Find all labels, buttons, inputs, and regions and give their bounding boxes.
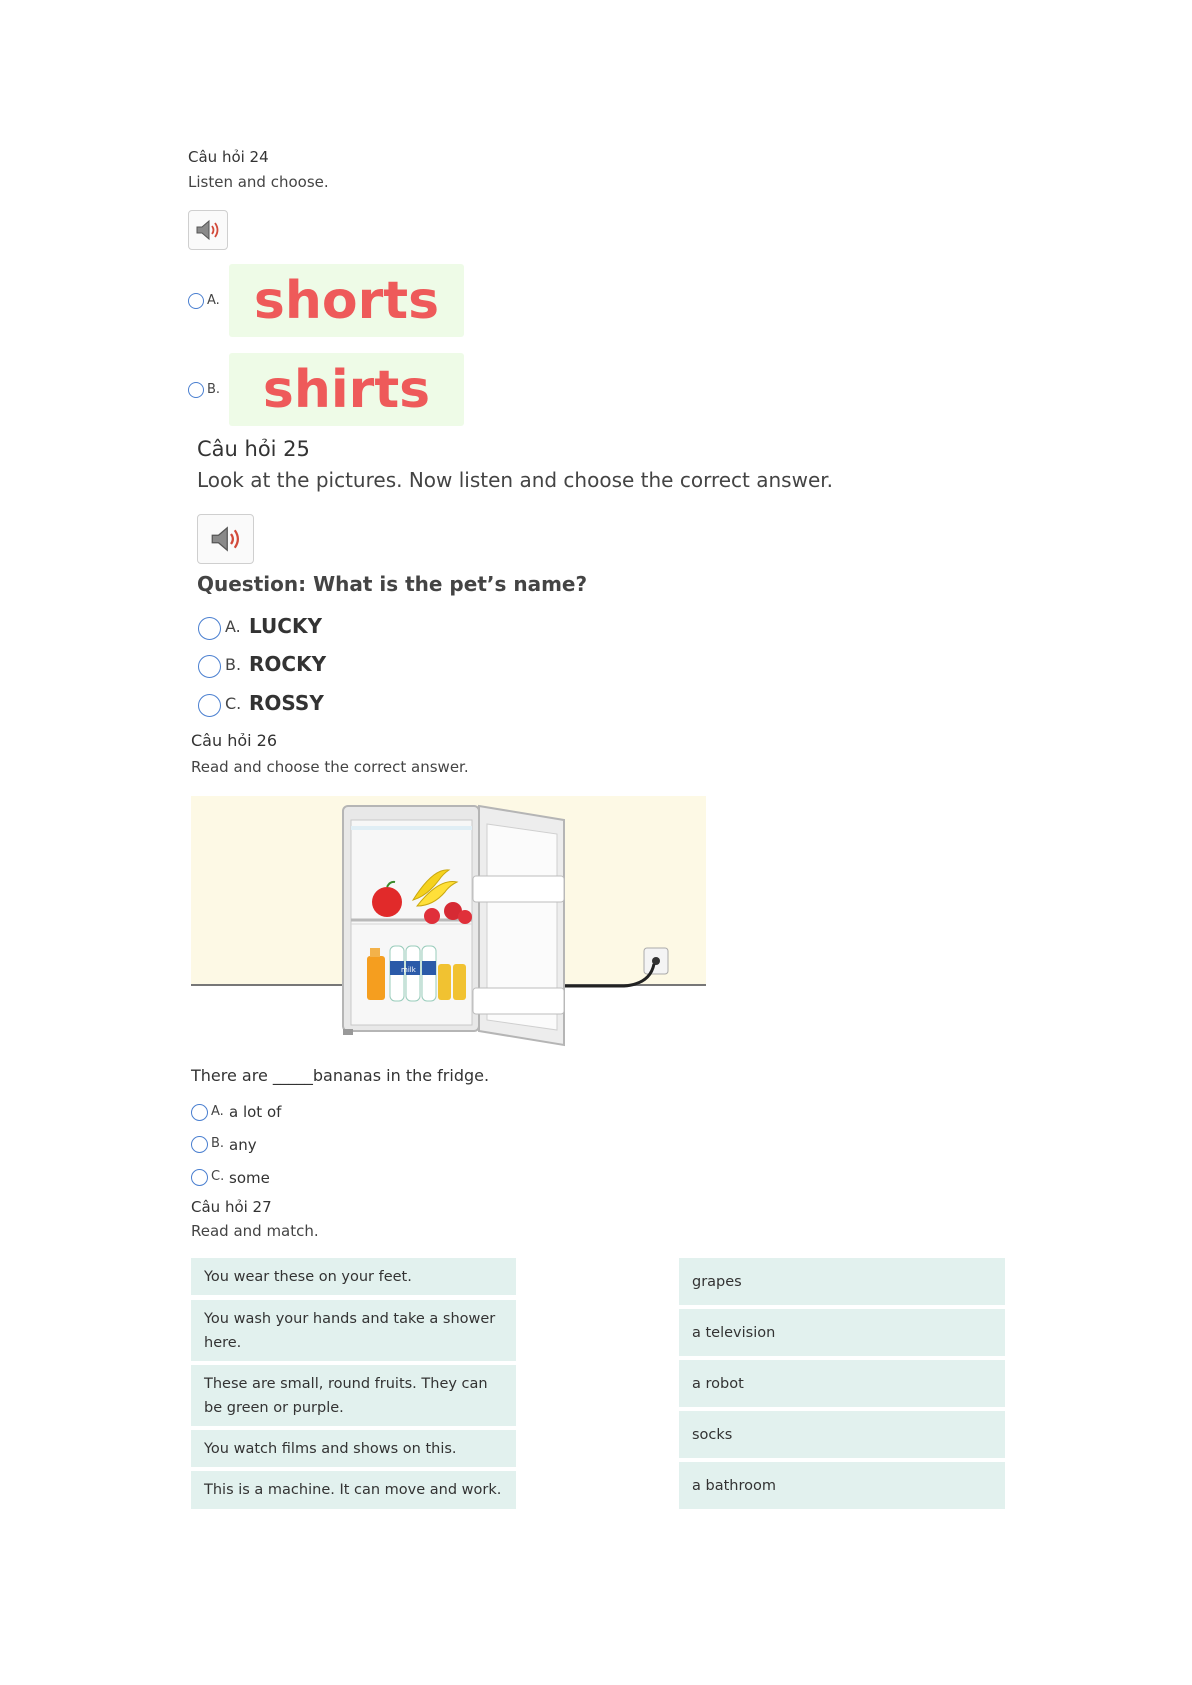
q26-option-c-radio[interactable]: [191, 1169, 208, 1186]
match-right-item[interactable]: a bathroom: [679, 1462, 1005, 1509]
q24-title: Câu hỏi 24: [188, 148, 269, 166]
q24-option-b-radio[interactable]: [188, 382, 204, 398]
q25-option-b-text: ROCKY: [249, 652, 327, 676]
q25-option-c-text: ROSSY: [249, 691, 324, 715]
q24-option-a-letter: A.: [207, 293, 220, 308]
match-left-item[interactable]: This is a machine. It can move and work.: [191, 1471, 516, 1509]
q25-option-b-radio[interactable]: [198, 655, 221, 678]
match-left-item[interactable]: You watch films and shows on this.: [191, 1430, 516, 1467]
q25-option-a-radio[interactable]: [198, 617, 221, 640]
milk-label: milk: [401, 966, 416, 974]
q26-option-a-letter: A.: [211, 1104, 224, 1119]
q26-title: Câu hỏi 26: [191, 731, 278, 750]
q24-option-b-word[interactable]: shirts: [229, 353, 464, 426]
q26-option-a-text: a lot of: [229, 1103, 282, 1121]
q24-option-a-word[interactable]: shorts: [229, 264, 464, 337]
q26-option-b-text: any: [229, 1136, 257, 1154]
q26-instruction: Read and choose the correct answer.: [191, 758, 469, 776]
q25-option-b-letter: B.: [225, 655, 242, 674]
q26-option-b-radio[interactable]: [191, 1136, 208, 1153]
q25-title: Câu hỏi 25: [197, 437, 310, 461]
q25-option-c-letter: C.: [225, 694, 242, 713]
q24-option-a-radio[interactable]: [188, 293, 204, 309]
q26-option-a-radio[interactable]: [191, 1104, 208, 1121]
match-left-item[interactable]: These are small, round fruits. They can be green or purple.: [191, 1365, 516, 1426]
q25-option-a-text: LUCKY: [249, 614, 322, 638]
q24-option-b-letter: B.: [207, 382, 221, 397]
q25-audio-button[interactable]: [197, 514, 254, 564]
q24-instruction: Listen and choose.: [188, 173, 329, 191]
q25-option-a-letter: A.: [225, 617, 241, 636]
match-left-item[interactable]: You wash your hands and take a shower here.: [191, 1300, 516, 1361]
q27-title: Câu hỏi 27: [191, 1198, 272, 1216]
q25-option-c-radio[interactable]: [198, 694, 221, 717]
q25-instruction: Look at the pictures. Now listen and choose the correct answer.: [197, 468, 833, 492]
match-right-item[interactable]: a robot: [679, 1360, 1005, 1407]
q26-option-c-letter: C.: [211, 1169, 225, 1184]
q26-option-c-text: some: [229, 1169, 270, 1187]
match-right-item[interactable]: socks: [679, 1411, 1005, 1458]
q27-instruction: Read and match.: [191, 1222, 319, 1240]
match-right-item[interactable]: grapes: [679, 1258, 1005, 1305]
speaker-icon: [194, 218, 222, 242]
q26-sentence: There are _____bananas in the fridge.: [191, 1066, 490, 1085]
q26-option-b-letter: B.: [211, 1136, 225, 1151]
q24-audio-button[interactable]: [188, 210, 228, 250]
q25-question: Question: What is the pet’s name?: [197, 572, 588, 596]
fridge-image: [191, 796, 706, 1056]
match-left-item[interactable]: You wear these on your feet.: [191, 1258, 516, 1295]
match-right-item[interactable]: a television: [679, 1309, 1005, 1356]
speaker-icon: [207, 524, 245, 554]
